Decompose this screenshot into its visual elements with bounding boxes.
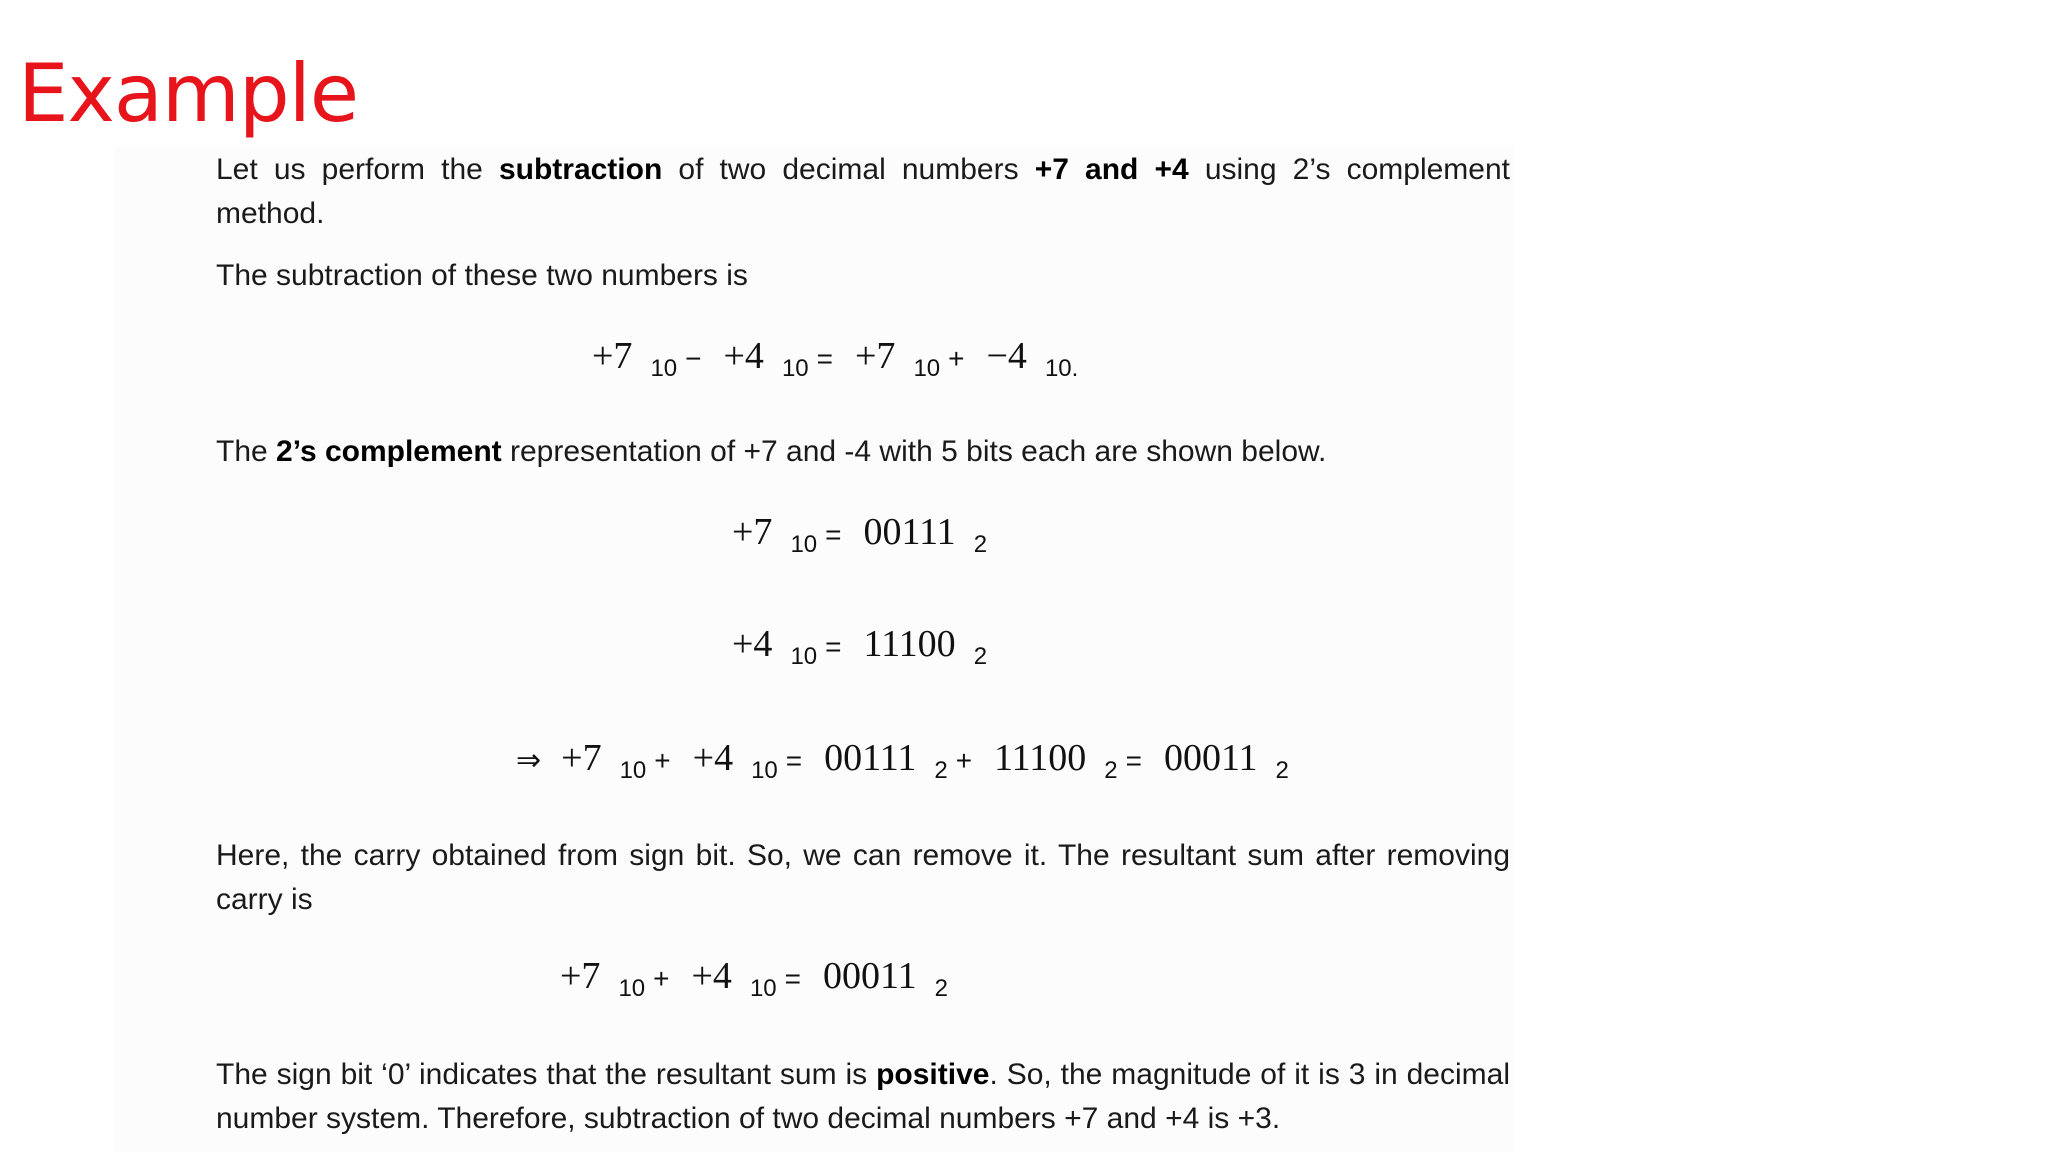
- eq1-base-a: 10: [650, 355, 678, 382]
- eq4-term-b: +4: [692, 737, 734, 779]
- eq5-op-2: =: [784, 963, 801, 994]
- eq5-term-b: +4: [691, 955, 732, 997]
- eq2-op: =: [825, 519, 842, 550]
- eq4-term-a: +7: [561, 737, 602, 779]
- intro-text-1: Let us perform the: [216, 153, 499, 186]
- eq1-base-c: 10: [913, 355, 941, 382]
- eq4-base-a: 10: [619, 757, 647, 784]
- eq1-term-c: +7: [855, 335, 896, 377]
- eq2-base-result: 2: [973, 531, 988, 558]
- eq1-op-3: +: [948, 343, 965, 374]
- subtraction-statement: The subtraction of these two numbers is: [216, 259, 748, 292]
- implies-arrow: ⇒: [516, 743, 542, 778]
- eq5-base-result: 2: [934, 975, 948, 1002]
- eq2-result: 00111: [863, 511, 956, 553]
- eq1-base-b: 10: [781, 355, 809, 382]
- eq3-op: =: [825, 631, 842, 662]
- intro-text-3: using 2’s complement method.: [216, 153, 1510, 230]
- eq4-op-2: =: [785, 745, 803, 776]
- eq2-term-a: +7: [732, 511, 773, 553]
- intro-paragraph: [216, 148, 1510, 236]
- conclusion-bold-positive: positive: [876, 1058, 990, 1091]
- equation-plus-four-binary: [732, 614, 987, 674]
- eq4-op-1: +: [654, 745, 671, 776]
- twos-bold-complement: 2’s complement: [276, 435, 502, 468]
- eq5-base-b: 10: [749, 975, 777, 1002]
- eq5-result: 00011: [823, 955, 917, 997]
- eq4-base-d: 2: [1104, 757, 1118, 784]
- conclusion-text-1: The sign bit ‘0’ indicates that the resultant sum is: [216, 1058, 877, 1091]
- eq5-term-a: +7: [560, 955, 601, 997]
- eq3-term-a: +4: [732, 623, 773, 665]
- eq1-op-1: −: [685, 343, 702, 374]
- intro-bold-subtraction: subtraction: [498, 153, 663, 186]
- eq4-term-c: 00111: [824, 737, 917, 779]
- eq4-base-e: 2: [1275, 757, 1289, 784]
- eq5-base-a: 10: [618, 975, 646, 1002]
- eq4-term-e: 00011: [1163, 737, 1258, 779]
- eq4-base-c: 2: [934, 757, 948, 784]
- equation-result: [560, 946, 948, 1006]
- twos-complement-statement: [216, 430, 1510, 474]
- eq3-base-a: 10: [790, 643, 818, 670]
- eq1-term-d: −4: [986, 335, 1027, 377]
- conclusion-text-2: . So, the magnitude of it is 3 in decimal number system. Therefore, subtraction of two decimal numbers +7 and +4 is +3.: [216, 1058, 1510, 1135]
- slide-title: Example: [18, 47, 359, 140]
- equation-binary-addition: [516, 728, 1289, 788]
- eq5-op-1: +: [653, 963, 670, 994]
- conclusion-paragraph: [216, 1053, 1510, 1141]
- twos-text-2: representation of +7 and -4 with 5 bits each are shown below.: [501, 435, 1327, 468]
- eq4-op-4: =: [1125, 745, 1142, 776]
- equation-plus-seven-binary: [732, 502, 987, 562]
- eq4-op-3: +: [955, 745, 973, 776]
- eq1-op-2: =: [816, 343, 833, 374]
- eq1-base-d: 10.: [1044, 355, 1079, 382]
- eq2-base-a: 10: [790, 531, 818, 558]
- intro-text-2: of two decimal numbers: [662, 153, 1035, 186]
- eq1-term-b: +4: [723, 335, 764, 377]
- carry-explanation: Here, the carry obtained from sign bit. So, we can remove it. The resultant sum after removing carry is: [216, 839, 1510, 916]
- eq3-result: 11100: [863, 623, 956, 665]
- intro-bold-numbers: +7 and +4: [1034, 153, 1189, 186]
- eq4-base-b: 10: [751, 757, 778, 784]
- eq3-base-result: 2: [973, 643, 988, 670]
- equation-subtraction-as-addition: [592, 326, 1078, 386]
- eq1-term-a: +7: [592, 335, 633, 377]
- eq4-term-d: 11100: [994, 737, 1087, 779]
- twos-text-1: The: [216, 435, 277, 468]
